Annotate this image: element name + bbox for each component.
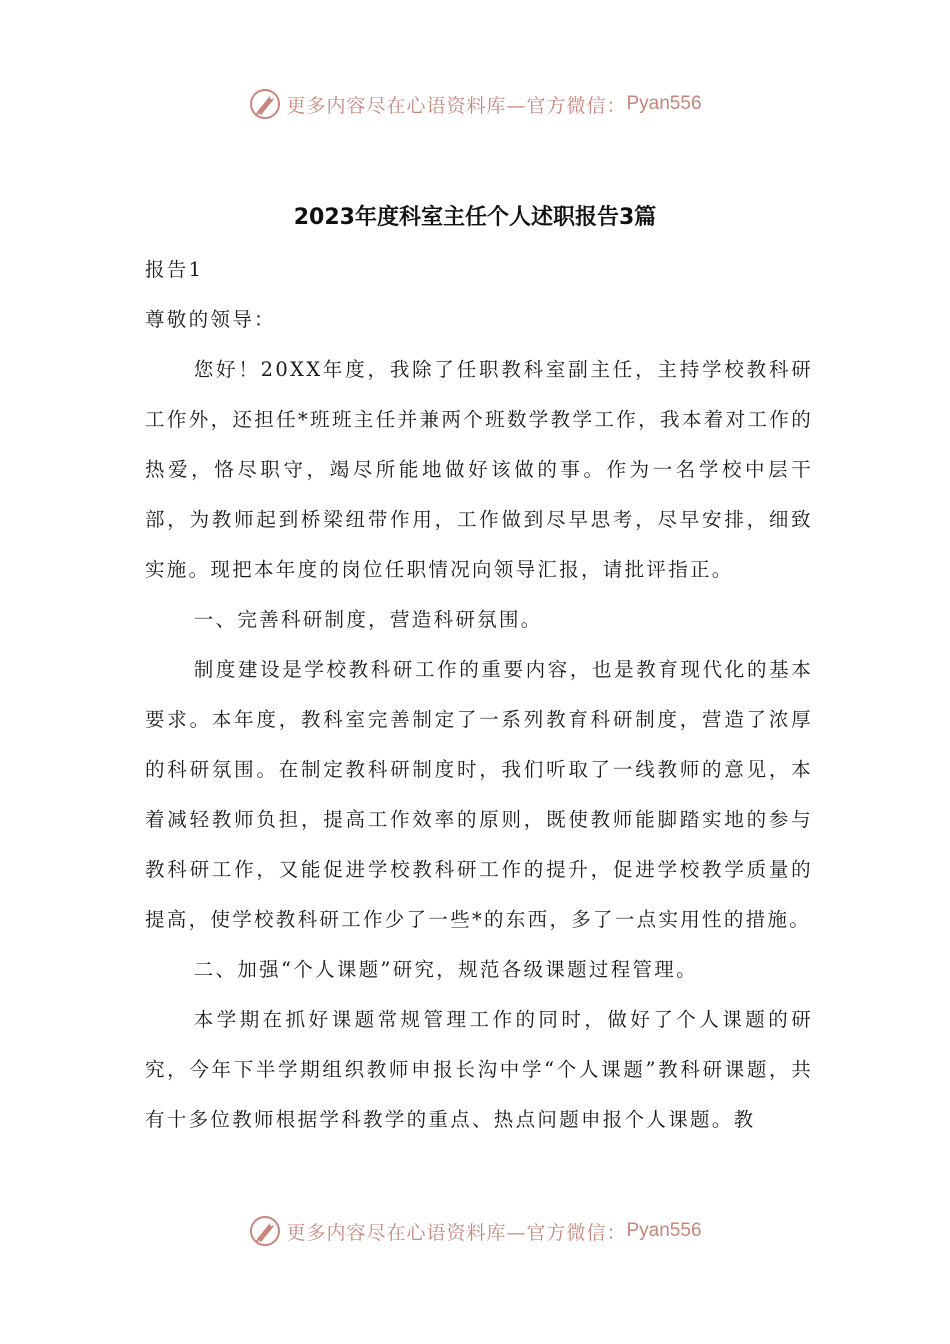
watermark-wechat-id: Pyan556: [626, 93, 702, 114]
watermark-wechat-id: Pyan556: [626, 1220, 702, 1241]
watermark-prefix: 更多内容尽在心语资料库—官方微信：: [286, 94, 627, 117]
watermark-prefix: 更多内容尽在心语资料库—官方微信：: [286, 1221, 627, 1244]
watermark-header: [0, 84, 950, 124]
paragraph-intro: 您好！20XX年度，我除了任职教科室副主任，主持学校教科研工作外，还担任*班班主任并兼两个班数学教学工作，我本着对工作的热爱，恪尽职守，竭尽所能地做好该做的事。作为一名学校中层干部，为教师起到桥梁纽带作用，工作做到尽早思考，尽早安排，细致实施。现把本年度的岗位任职情况向领导汇报，请批评指正。: [145, 358, 813, 581]
watermark-footer: [0, 1211, 950, 1251]
salutation: 尊敬的领导：: [145, 308, 276, 331]
heading-section-1: 一、完善科研制度，营造科研氛围。: [193, 608, 543, 631]
heading-section-2: 二、加强“个人课题”研究，规范各级课题过程管理。: [193, 958, 698, 981]
pen-nib-seal-icon: [248, 87, 282, 121]
document-body: [145, 245, 813, 1145]
paragraph-section-2: 本学期在抓好课题常规管理工作的同时，做好了个人课题的研究，今年下半学期组织教师申报长沟中学“个人课题”教科研课题，共有十多位教师根据学科教学的重点、热点问题申报个人课题。教: [145, 1008, 813, 1131]
paragraph-section-1: 制度建设是学校教科研工作的重要内容，也是教育现代化的基本要求。本年度，教科室完善制定了一系列教育科研制度，营造了浓厚的科研氛围。在制定教科研制度时，我们听取了一线教师的意见，本着减轻教师负担，提高工作效率的原则，既使教师能脚踏实地的参与教科研工作，又能促进学校教科研工作的提升，促进学校教学质量的提高，使学校教科研工作少了一些*的东西，多了一点实用性的措施。: [145, 658, 813, 931]
pen-nib-seal-icon: [248, 1214, 282, 1248]
section-label: 报告1: [145, 258, 204, 281]
document-title: 2023年度科室主任个人述职报告3篇: [293, 205, 657, 230]
